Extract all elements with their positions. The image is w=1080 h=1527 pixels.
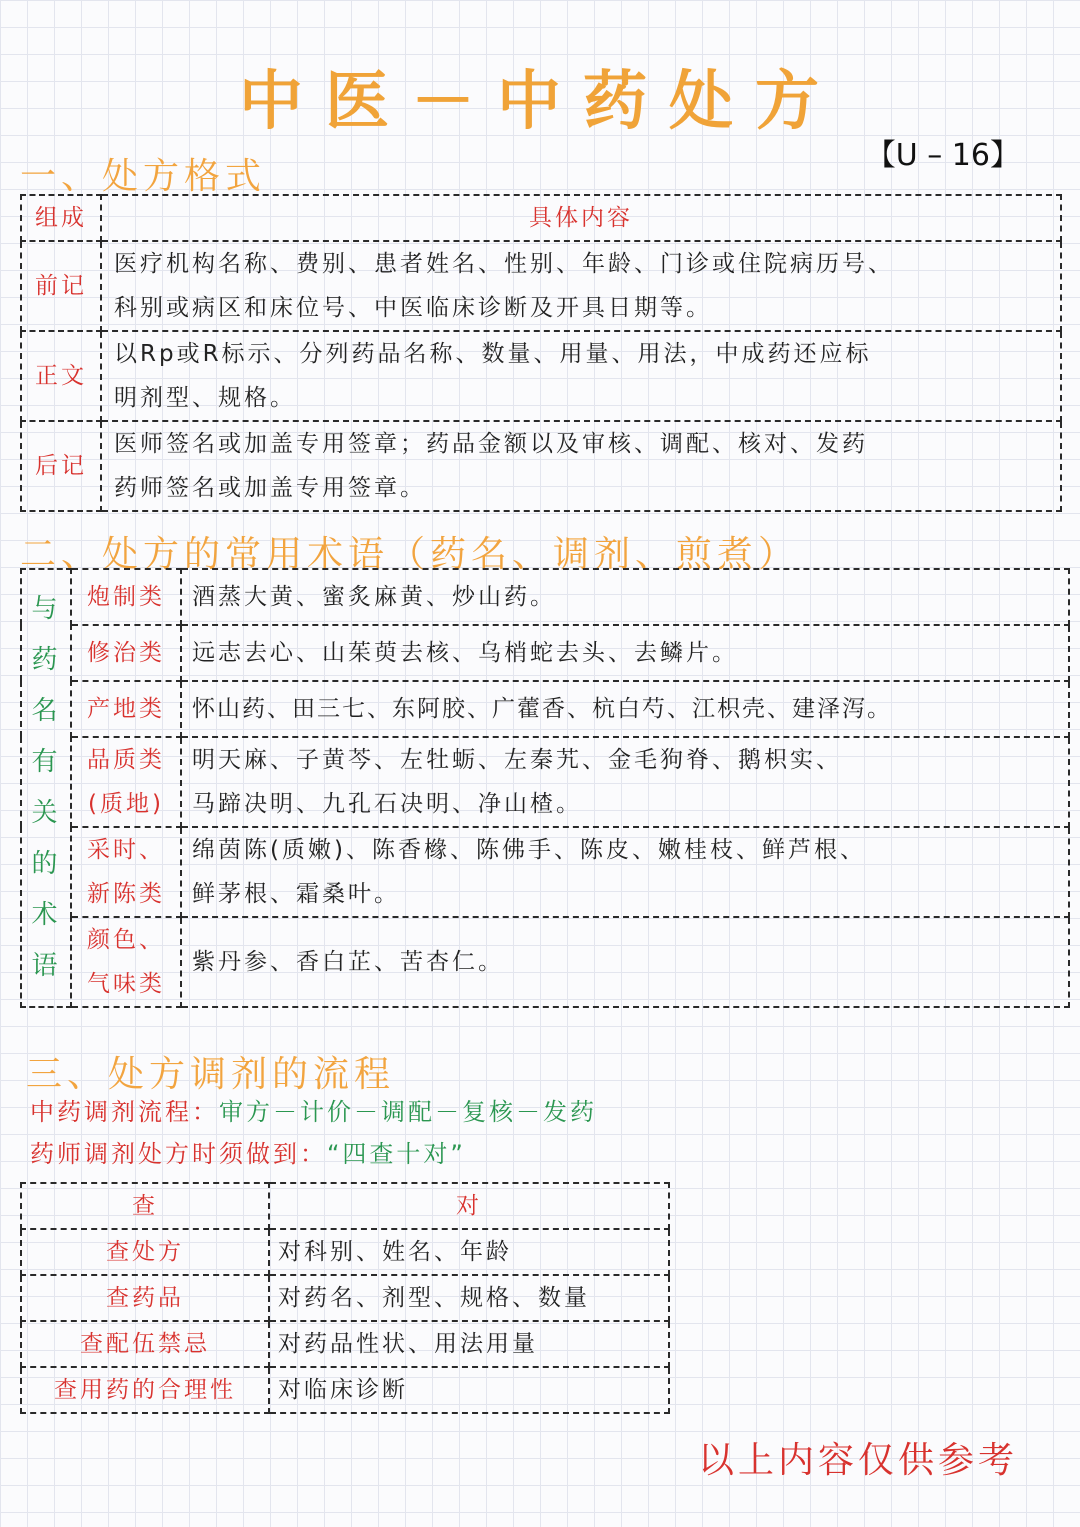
table-row <box>21 569 1069 625</box>
check-cell: 查药品 <box>21 1275 269 1321</box>
term-examples <box>181 737 1069 827</box>
term-category <box>71 569 181 625</box>
table-row <box>21 737 1069 827</box>
header-cell-match: 对 <box>269 1183 669 1229</box>
row-content <box>101 421 1061 511</box>
table-row <box>21 827 1069 917</box>
pharmacist-rule <box>30 1134 466 1169</box>
document-code: 【U – 16】 <box>865 138 1020 173</box>
term-category <box>71 681 181 737</box>
closing-note: 以上内容仅供参考 <box>697 1440 1018 1481</box>
match-cell: 对科别、姓名、年龄 <box>269 1229 669 1275</box>
category-text: 采时、 <box>87 837 165 863</box>
match-cell: 对临床诊断 <box>269 1367 669 1413</box>
term-examples <box>181 827 1069 917</box>
table-row <box>21 331 1061 421</box>
term-examples <box>181 625 1069 681</box>
example-line: 紫丹参、香白芷、苦杏仁。 <box>192 949 504 975</box>
example-line: 鲜茅根、霜桑叶。 <box>192 881 400 907</box>
content-line: 科别或病区和床位号、中医临床诊断及开具日期等。 <box>114 295 712 321</box>
prescription-format-table <box>20 194 1062 512</box>
table-header-row <box>21 1183 669 1229</box>
category-text: 修治类 <box>87 640 165 666</box>
example-line: 明天麻、子黄芩、左牡蛎、左秦艽、金毛狗脊、鹅枳实、 <box>192 747 842 773</box>
section2-heading: 二、处方的常用术语（药名、调剂、煎煮） <box>20 534 800 575</box>
four-checks-table <box>20 1182 670 1414</box>
table-row <box>21 625 1069 681</box>
content-line: 药师签名或加盖专用签章。 <box>114 475 426 501</box>
content-line: 明剂型、规格。 <box>114 385 296 411</box>
row-content <box>101 241 1061 331</box>
term-category <box>71 827 181 917</box>
header-cell-composition: 组成 <box>21 195 101 241</box>
section1-heading: 一、处方格式 <box>20 156 267 197</box>
example-line: 远志去心、山茱萸去核、乌梢蛇去头、去鳞片。 <box>192 640 738 666</box>
table-row <box>21 1275 669 1321</box>
match-cell: 对药名、剂型、规格、数量 <box>269 1275 669 1321</box>
row-content <box>101 331 1061 421</box>
match-cell: 对药品性状、用法用量 <box>269 1321 669 1367</box>
table-row <box>21 241 1061 331</box>
dispensing-flow <box>30 1092 597 1127</box>
category-text: 气味类 <box>87 971 165 997</box>
row-label: 正文 <box>21 331 101 421</box>
table-row <box>21 681 1069 737</box>
term-category <box>71 625 181 681</box>
content-line: 以Rp或R标示、分列药品名称、数量、用量、用法，中成药还应标 <box>114 341 872 367</box>
category-text: (质地) <box>88 791 164 817</box>
category-text: 新陈类 <box>87 881 165 907</box>
check-cell: 查用药的合理性 <box>21 1367 269 1413</box>
table-row <box>21 1367 669 1413</box>
flow-steps: 审方－计价－调配－复核－发药 <box>219 1098 597 1126</box>
flow-label: 中药调剂流程： <box>30 1098 219 1126</box>
vertical-category-label <box>21 569 71 1007</box>
term-examples <box>181 681 1069 737</box>
term-examples <box>181 569 1069 625</box>
category-text: 颜色、 <box>87 927 165 953</box>
content-line: 医疗机构名称、费别、患者姓名、性别、年龄、门诊或住院病历号、 <box>114 251 894 277</box>
example-line: 绵茵陈(质嫩)、陈香橼、陈佛手、陈皮、嫩桂枝、鲜芦根、 <box>192 837 866 863</box>
example-line: 怀山药、田三七、东阿胶、广藿香、杭白芍、江枳壳、建泽泻。 <box>192 696 892 722</box>
content-line: 医师签名或加盖专用签章；药品金额以及审核、调配、核对、发药 <box>114 431 868 457</box>
vertical-label-text: 与药名有关的术语 <box>31 594 61 981</box>
example-line: 酒蒸大黄、蜜炙麻黄、炒山药。 <box>192 584 556 610</box>
rule-label: 药师调剂处方时须做到： <box>30 1140 327 1168</box>
table-header-row <box>21 195 1061 241</box>
term-examples <box>181 917 1069 1007</box>
header-cell-content: 具体内容 <box>101 195 1061 241</box>
table-row <box>21 1321 669 1367</box>
category-text: 产地类 <box>87 696 165 722</box>
check-cell: 查配伍禁忌 <box>21 1321 269 1367</box>
header-cell-check: 查 <box>21 1183 269 1229</box>
row-label: 后记 <box>21 421 101 511</box>
example-line: 马蹄决明、九孔石决明、净山楂。 <box>192 791 582 817</box>
terminology-table <box>20 568 1070 1008</box>
category-text: 炮制类 <box>87 584 165 610</box>
table-row <box>21 917 1069 1007</box>
section3-heading: 三、处方调剂的流程 <box>26 1054 396 1095</box>
term-category <box>71 737 181 827</box>
row-label: 前记 <box>21 241 101 331</box>
table-row <box>21 421 1061 511</box>
page-title: 中医－中药处方 <box>239 65 841 139</box>
category-text: 品质类 <box>87 747 165 773</box>
term-category <box>71 917 181 1007</box>
check-cell: 查处方 <box>21 1229 269 1275</box>
table-row <box>21 1229 669 1275</box>
rule-value: “四查十对” <box>327 1140 466 1168</box>
